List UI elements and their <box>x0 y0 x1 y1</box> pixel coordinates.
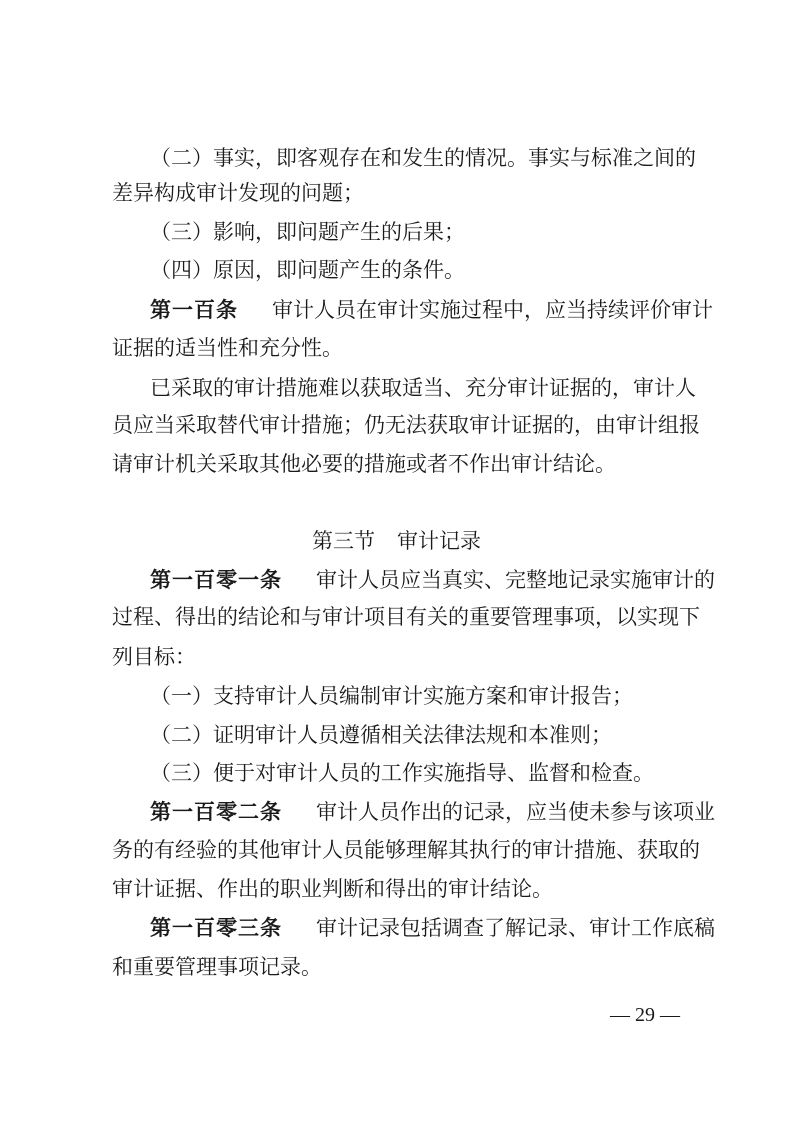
list-item-2: （二）证明审计人员遵循相关法律法规和本准则； <box>150 723 612 747</box>
article-103-line-2: 和重要管理事项记录。 <box>112 955 322 979</box>
article-102-line-3: 审计证据、作出的职业判断和得出的审计结论。 <box>112 877 553 901</box>
article-103-line-1 <box>150 916 715 940</box>
article-102-line-2: 务的有经验的其他审计人员能够理解其执行的审计措施、获取的 <box>112 838 700 862</box>
paragraph-alternative-line-2: 员应当采取替代审计措施；仍无法获取审计证据的，由审计组报 <box>112 413 700 437</box>
article-101-line-3: 列目标： <box>112 645 196 669</box>
section-title: 审计记录 <box>397 529 481 553</box>
article-100-text: 审计人员在审计实施过程中，应当持续评价审计 <box>272 298 713 322</box>
section-number: 第三节 <box>312 529 375 553</box>
list-item-1: （一）支持审计人员编制审计实施方案和审计报告； <box>150 684 633 708</box>
article-103-title: 第一百零三条 <box>150 916 282 940</box>
paragraph-fact-line-1: （二）事实，即客观存在和发生的情况。事实与标准之间的 <box>150 146 696 170</box>
article-100-title: 第一百条 <box>150 298 238 322</box>
paragraph-alternative-line-1: 已采取的审计措施难以获取适当、充分审计证据的，审计人 <box>150 376 696 400</box>
paragraph-effect: （三）影响，即问题产生的后果； <box>150 220 465 244</box>
article-101-line-1 <box>150 568 715 592</box>
paragraph-alternative-line-3: 请审计机关采取其他必要的措施或者不作出审计结论。 <box>112 452 616 476</box>
article-102-line-1 <box>150 800 715 824</box>
paragraph-fact-line-2: 差异构成审计发现的问题； <box>112 181 364 205</box>
article-100-line-1 <box>150 298 713 322</box>
article-102-title: 第一百零二条 <box>150 800 282 824</box>
paragraph-cause: （四）原因，即问题产生的条件。 <box>150 258 465 282</box>
page-number: — 29 — <box>610 1004 680 1026</box>
article-102-text: 审计人员作出的记录，应当使未参与该项业 <box>316 800 715 824</box>
section-heading <box>0 529 793 553</box>
article-101-line-2: 过程、得出的结论和与审计项目有关的重要管理事项，以实现下 <box>112 605 700 629</box>
article-100-line-2: 证据的适当性和充分性。 <box>112 336 343 360</box>
article-101-title: 第一百零一条 <box>150 568 282 592</box>
article-101-text: 审计人员应当真实、完整地记录实施审计的 <box>316 568 715 592</box>
list-item-3: （三）便于对审计人员的工作实施指导、监督和检查。 <box>150 761 654 785</box>
article-103-text: 审计记录包括调查了解记录、审计工作底稿 <box>316 916 715 940</box>
